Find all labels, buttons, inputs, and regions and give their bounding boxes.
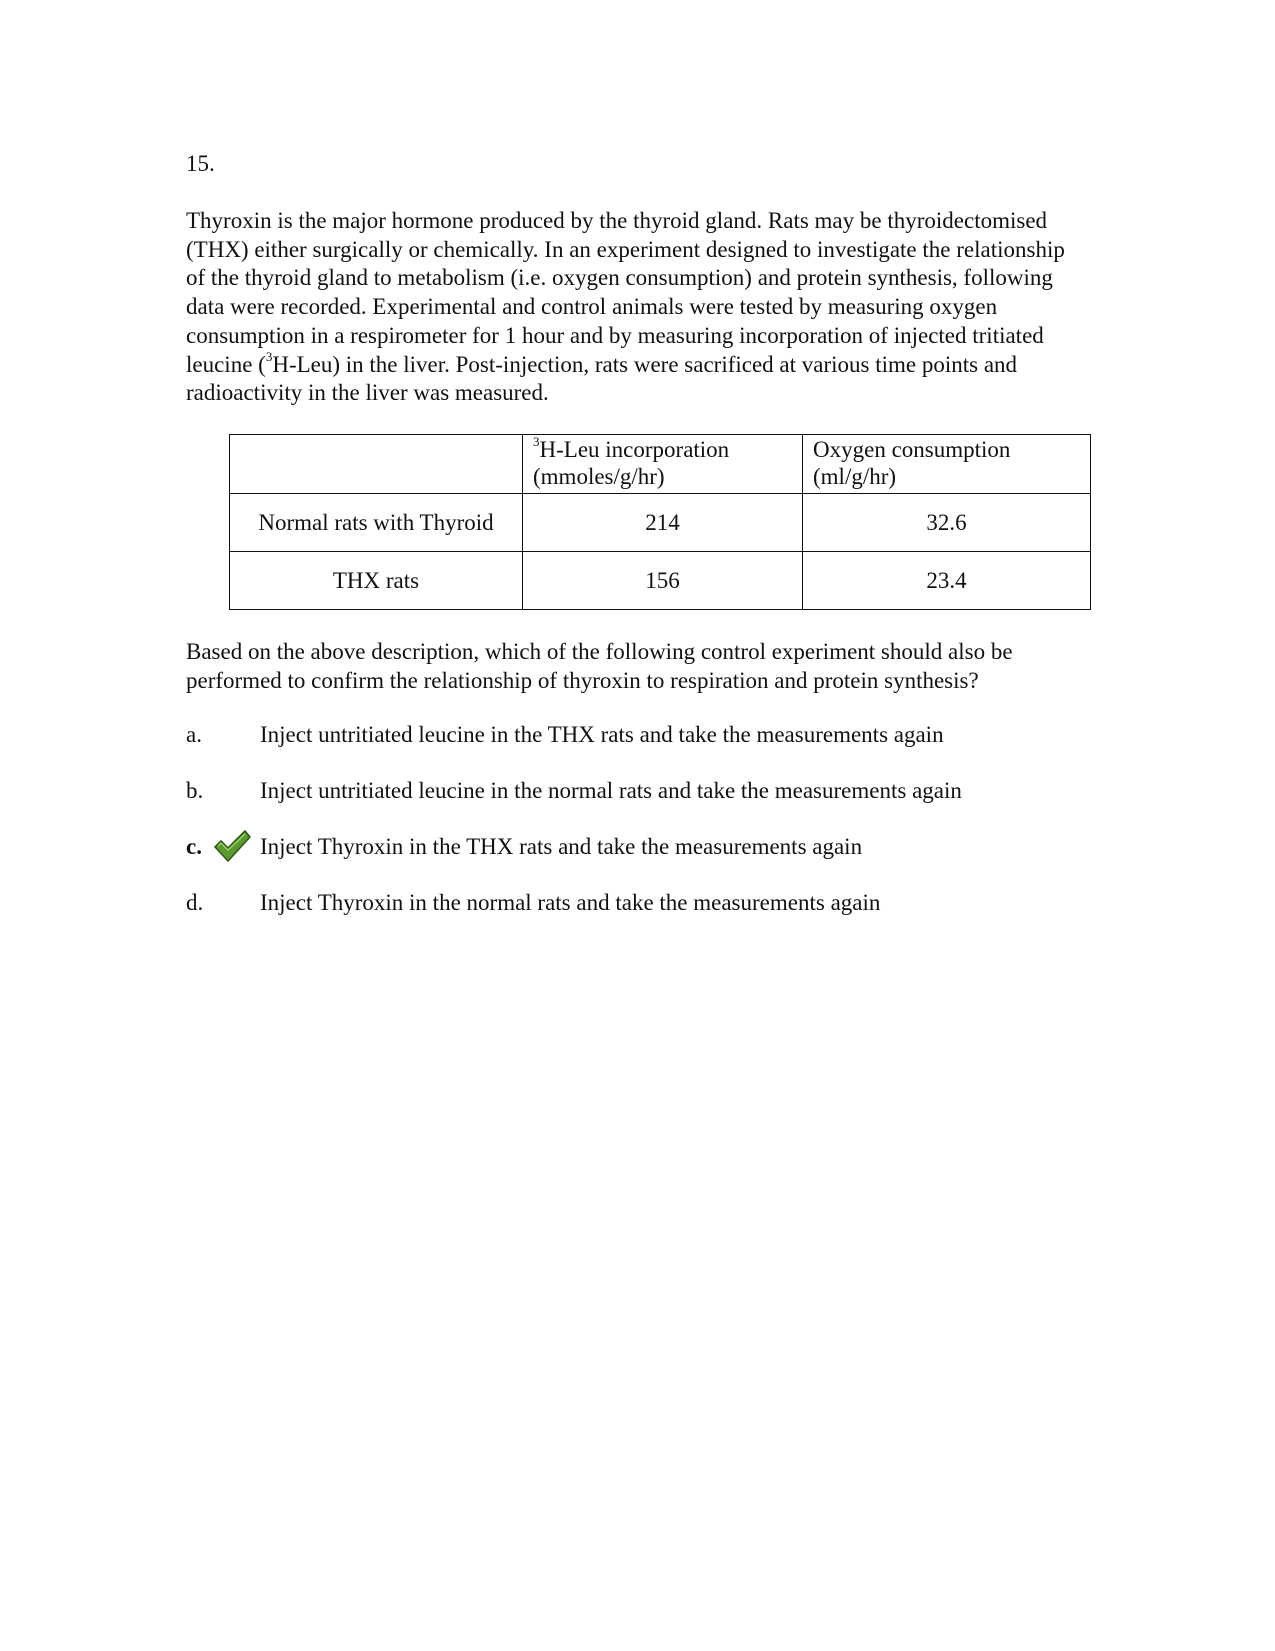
option-text: Inject untritiated leucine in the THX rats and take the measurements again: [260, 722, 944, 747]
header-leu-incorporation: [523, 435, 803, 494]
header-empty-cell: [230, 435, 523, 494]
intro-text-part2: H-Leu) in the liver. Post-injection, rats were sacrificed at various time points and radioactivity in the liver was measured.: [186, 351, 1018, 406]
option-letter: b.: [186, 778, 204, 803]
option-letter: a.: [186, 722, 202, 747]
option-a[interactable]: [186, 720, 1086, 750]
table-header-row: [230, 435, 1091, 494]
row-oxygen-value: 32.6: [803, 494, 1091, 552]
intro-superscript: 3: [265, 348, 273, 364]
option-d[interactable]: [186, 888, 1086, 918]
checkmark-icon: [212, 828, 252, 864]
header-leu-line2: (mmoles/g/hr): [533, 464, 665, 489]
header-oxygen-consumption: [803, 435, 1091, 494]
option-text: Inject Thyroxin in the THX rats and take the measurements again: [260, 834, 863, 859]
row-label: THX rats: [230, 552, 523, 610]
row-label: Normal rats with Thyroid: [230, 494, 523, 552]
row-leu-value: 214: [523, 494, 803, 552]
option-text: Inject Thyroxin in the normal rats and take the measurements again: [260, 890, 881, 915]
option-letter: d.: [186, 890, 204, 915]
table-row: [230, 494, 1091, 552]
option-c[interactable]: [186, 832, 1086, 862]
header-leu-superscript: 3: [533, 434, 540, 450]
option-text: Inject untritiated leucine in the normal rats and take the measurements again: [260, 778, 962, 803]
option-b[interactable]: [186, 776, 1086, 806]
question-intro: [186, 207, 1086, 408]
question-number: 15.: [186, 151, 215, 176]
header-oxygen-line2: (ml/g/hr): [813, 464, 897, 489]
row-oxygen-value: 23.4: [803, 552, 1091, 610]
table-row: [230, 552, 1091, 610]
row-leu-value: 156: [523, 552, 803, 610]
intro-text-part1: Thyroxin is the major hormone produced by the thyroid gland. Rats may be thyroidectomised (THX) either surgically or chemically. In an experiment designed to investigate the relationship of the thyroid gland to metabolism (i.e. oxygen consumption) and protein synthesis, following data were recorded. Experimental and control animals were tested by measuring oxygen consumption in a respirometer for 1 hour and by measuring incorporation of injected tritiated leucine (: [186, 208, 1065, 377]
option-letter: c.: [186, 834, 202, 859]
question-prompt: Based on the above description, which of the following control experiment should also be performed to confirm the relationship of thyroxin to respiration and protein synthesis?: [186, 639, 1013, 693]
header-oxygen-line1: Oxygen consumption: [813, 437, 1011, 462]
results-table: [229, 434, 1091, 610]
header-leu-line1: H-Leu incorporation: [539, 437, 730, 462]
